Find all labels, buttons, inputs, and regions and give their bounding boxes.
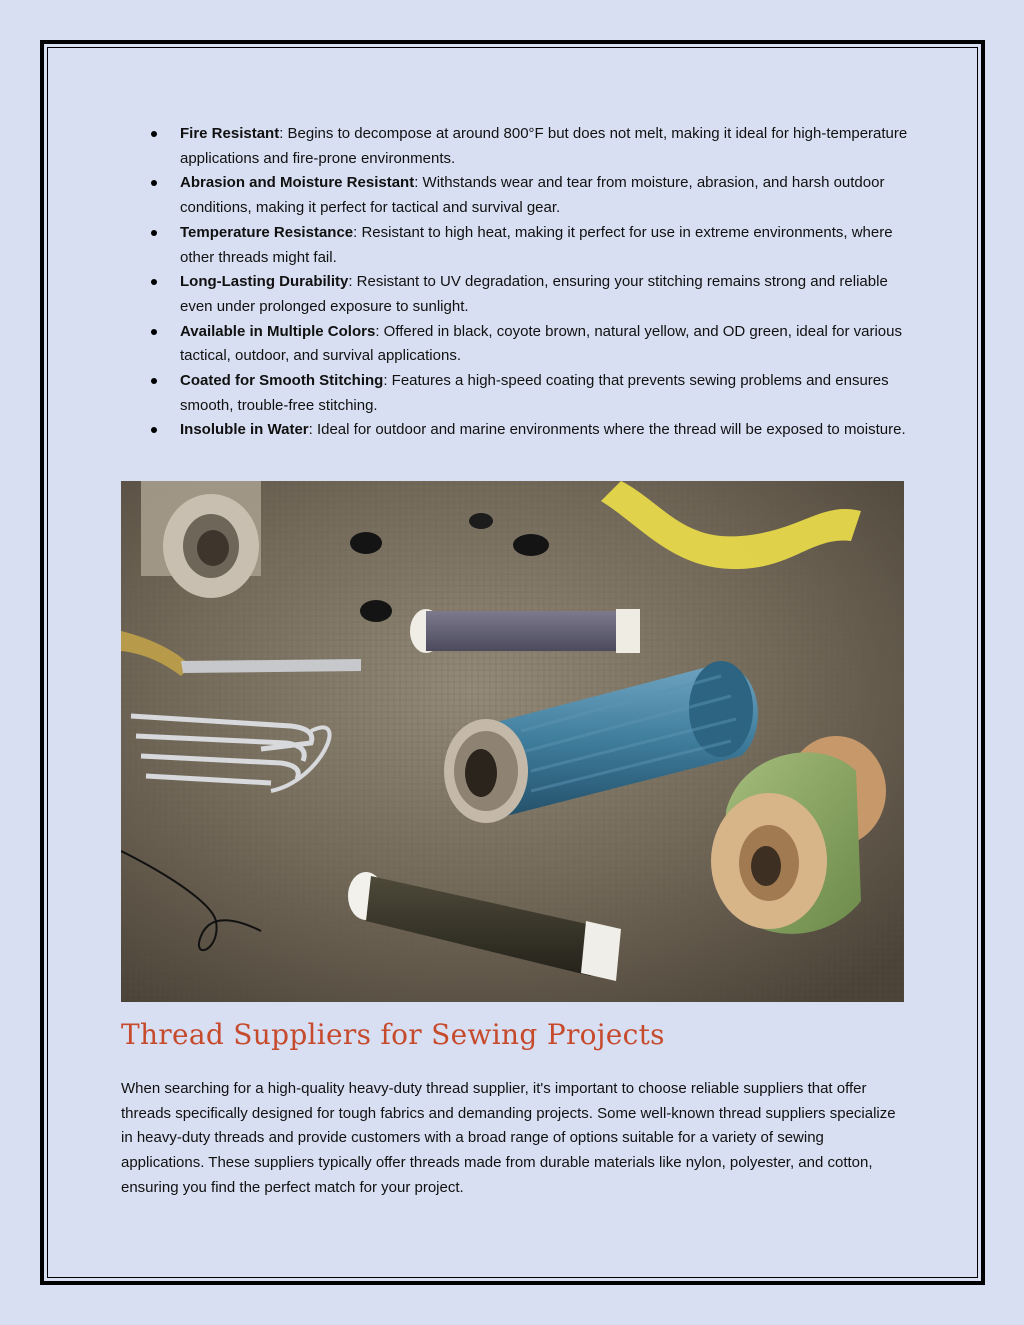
- grey-thread-spool: [410, 609, 640, 653]
- button: [513, 534, 549, 556]
- bullet-icon: [151, 329, 157, 335]
- feature-description: : Resistant to UV degradation, ensuring your stitching remains strong and reliable even under prolonged exposure to sunlight.: [180, 273, 888, 315]
- bullet-icon: [151, 230, 157, 236]
- feature-list: [148, 122, 908, 443]
- list-item: [148, 122, 908, 171]
- feature-term: Abrasion and Moisture Resistant: [180, 174, 415, 192]
- button: [360, 600, 392, 622]
- button: [350, 532, 382, 554]
- bullet-icon: [151, 378, 157, 384]
- feature-description: : Resistant to high heat, making it perfect for use in extreme environments, where other threads might fail.: [180, 223, 893, 266]
- bullet-icon: [151, 131, 157, 137]
- feature-term: Fire Resistant: [180, 125, 280, 142]
- button: [469, 513, 493, 529]
- thread-spools-photo: [121, 481, 904, 1002]
- feature-description: : Withstands wear and tear from moisture, abrasion, and harsh outdoor conditions, making it perfect for tactical and survival gear.: [180, 174, 885, 217]
- feature-term: Coated for Smooth Stitching: [180, 372, 384, 390]
- bullet-icon: [151, 180, 157, 186]
- list-item: [148, 270, 908, 319]
- list-item: [148, 320, 908, 369]
- section-heading: Thread Suppliers for Sewing Projects: [121, 1018, 665, 1051]
- list-item: [148, 171, 908, 220]
- feature-term: Insoluble in Water: [180, 421, 309, 439]
- feature-term: Available in Multiple Colors: [180, 322, 376, 340]
- section-paragraph: When searching for a high-quality heavy-duty thread supplier, it's important to choose reliable suppliers that offer threads specifically designed for tough fabrics and demanding projects. Some well-known thread suppliers specialize in heavy-duty threads and provide customers with a broad range of options suitable for a variety of sewing applications. These suppliers typically offer threads made from durable materials like nylon, polyester, and cotton, ensuring you find the perfect match for your project.: [121, 1080, 896, 1196]
- bullet-icon: [151, 427, 157, 433]
- feature-term: Long-Lasting Durability: [180, 273, 349, 291]
- feature-description: : Begins to decompose at around 800°F but does not melt, making it ideal for high-temperature applications and fire-prone environments.: [180, 125, 908, 167]
- feature-description: : Features a high-speed coating that prevents sewing problems and ensures smooth, trouble-free stitching.: [180, 372, 889, 414]
- feature-description: : Ideal for outdoor and marine environments where the thread will be exposed to moisture.: [308, 421, 906, 439]
- list-item: [148, 221, 908, 270]
- feature-description: : Offered in black, coyote brown, natural yellow, and OD green, ideal for various tactical, outdoor, and survival applications.: [180, 322, 902, 365]
- feature-term: Temperature Resistance: [180, 223, 354, 241]
- list-item: [148, 369, 908, 418]
- thread-spools-illustration: [121, 481, 904, 1002]
- bullet-icon: [151, 279, 157, 285]
- list-item: [148, 418, 908, 443]
